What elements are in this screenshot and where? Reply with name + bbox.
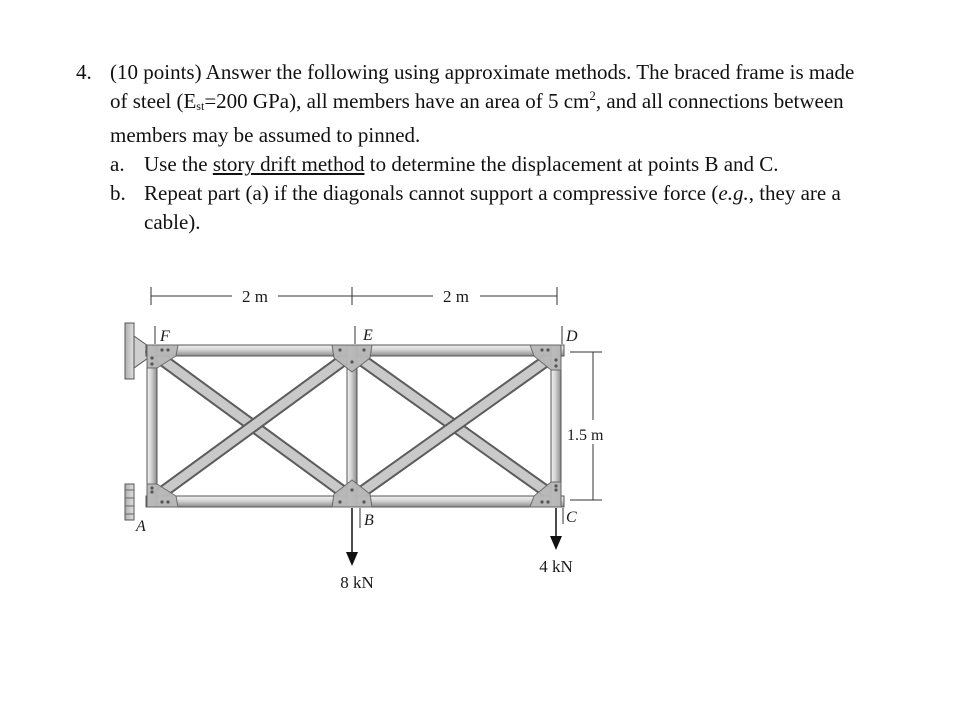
column-left <box>147 345 157 507</box>
load-arrow-b <box>346 508 358 566</box>
part-b-post: , they are a <box>748 181 841 205</box>
problem-number: 4. <box>76 60 92 84</box>
node-label-b: B <box>364 512 374 529</box>
dimension-top <box>151 287 557 305</box>
problem-line-3: members may be assumed to pinned. <box>110 123 421 147</box>
part-a-letter: a. <box>110 152 125 176</box>
node-label-f: F <box>160 328 170 345</box>
modulus-subscript: st <box>196 99 205 113</box>
node-label-e: E <box>363 327 373 344</box>
part-b-line-2: cable). <box>144 210 201 234</box>
dim-left-label: 2 m <box>242 287 268 306</box>
load-arrow-c <box>550 508 562 550</box>
support-a <box>125 484 134 520</box>
part-a-post: to determine the displacement at points B and C. <box>364 152 779 176</box>
dim-height-label: 1.5 m <box>567 427 604 444</box>
area-exponent: 2 <box>589 88 596 103</box>
node-label-c: C <box>566 509 577 526</box>
part-b-pre: Repeat part (a) if the diagonals cannot support a compressive force ( <box>144 181 719 205</box>
story-drift-link[interactable]: story drift method <box>212 152 365 176</box>
node-label-d: D <box>566 328 578 345</box>
intro-line-2-pre: of steel (E <box>110 89 197 113</box>
part-b-eg: e.g. <box>718 181 749 205</box>
intro-line-2-post: , and all connections between <box>595 89 844 113</box>
dimension-right <box>570 352 602 500</box>
part-b-letter: b. <box>110 181 126 205</box>
dim-right-label: 2 m <box>443 287 469 306</box>
load-b-label: 8 kN <box>340 573 374 592</box>
load-c-label: 4 kN <box>539 557 573 576</box>
part-a-pre: Use the <box>144 152 213 176</box>
node-label-a: A <box>136 518 146 535</box>
intro-line-2-mid: =200 GPa), all members have an area of 5 cm <box>204 89 590 113</box>
problem-intro-line-1: (10 points) Answer the following using approximate methods. The braced frame is made <box>110 60 855 84</box>
